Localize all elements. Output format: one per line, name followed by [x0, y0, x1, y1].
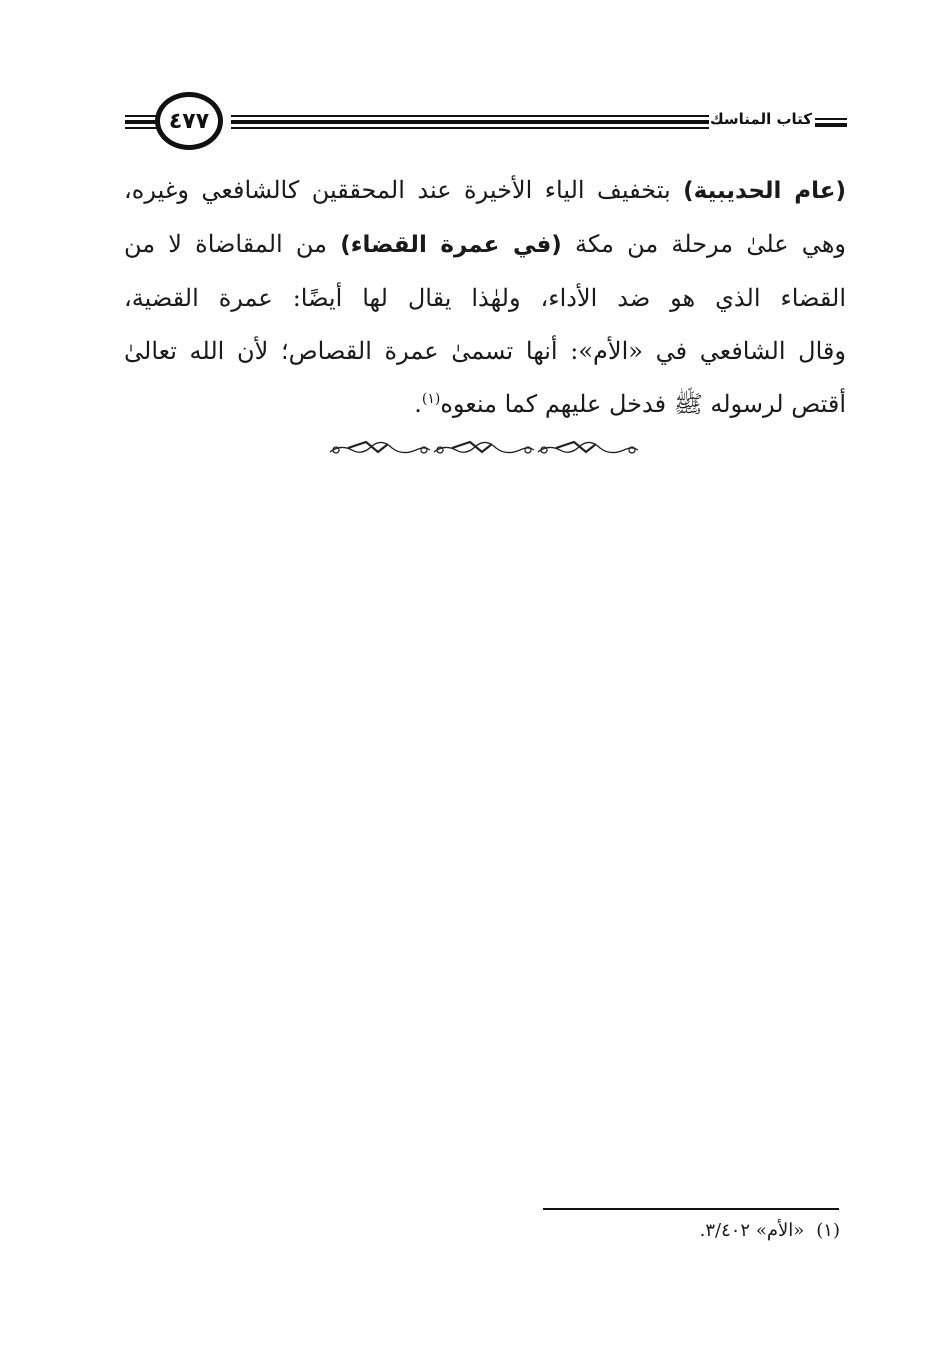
footnote: [560, 1220, 840, 1241]
text-line-3: القضاء الذي هو ضد الأداء، ولهٰذا يقال لها أيضًا: عمرة القضية،: [124, 284, 846, 312]
text-segment: من المقاضاة لا من: [124, 230, 341, 258]
page-number: ٤٧٧: [155, 92, 223, 150]
footnote-separator: [543, 1208, 839, 1210]
header-rule-middle: [231, 115, 709, 129]
ornament-motif-center: [434, 442, 534, 453]
text-segment: أقتص لرسوله ﷺ فدخل عليهم كما منعوه: [440, 390, 846, 418]
footnote-number: (١): [816, 1220, 840, 1241]
text-line-2: [124, 218, 846, 272]
footnote-text: «الأم» ٣/٤٠٢.: [699, 1220, 805, 1241]
text-line-1: [124, 164, 846, 218]
text-line-5: [124, 378, 846, 431]
header-rule-right: [815, 118, 847, 128]
text-segment: .: [414, 390, 422, 418]
footnote-marker: (١): [421, 391, 441, 407]
text-segment: بتخفيف الياء الأخيرة عند المحققين كالشافعي وغيره،: [124, 176, 684, 204]
bold-term-umrat-al-qada: (في عمرة القضاء): [340, 232, 562, 258]
text-segment: وهي علىٰ مرحلة من مكة: [561, 230, 847, 258]
text-line-4: وقال الشافعي في «الأم»: أنها تسمىٰ عمرة القصاص؛ لأن الله تعالىٰ: [124, 337, 846, 365]
running-title: كتاب المناسك: [709, 110, 813, 128]
ornament-motif-right: [538, 442, 638, 453]
section-divider-ornament: [326, 432, 638, 462]
page-header: [125, 88, 847, 158]
ornament-motif-left: [330, 442, 430, 453]
main-text: [124, 164, 846, 431]
bold-term-hudaybiyyah: (عام الحديبية): [683, 178, 847, 204]
